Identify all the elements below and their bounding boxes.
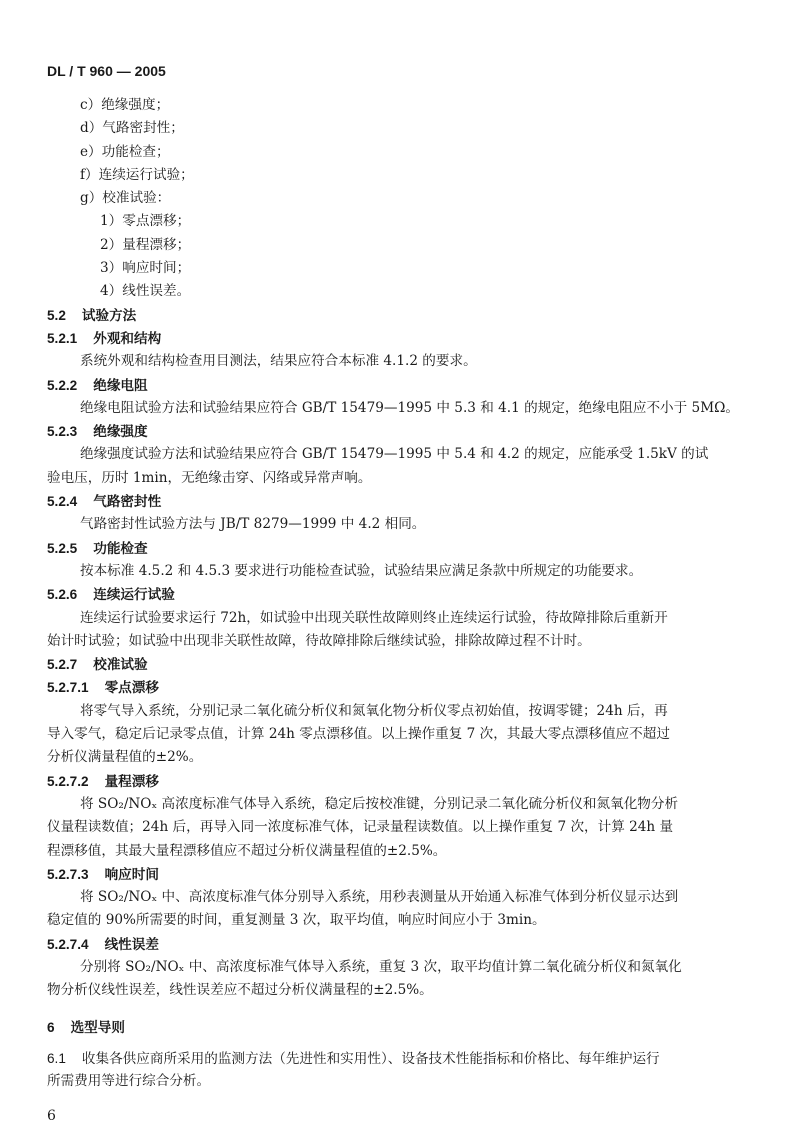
paragraph-line: 将零气导入系统，分别记录二氧化硫分析仪和氮氧化物分析仪零点初始值，按调零键；24h 后，再 bbox=[80, 702, 668, 719]
paragraph-line: 分析仪满量程值的±2%。 bbox=[47, 749, 203, 766]
section-number: 5.2.4 bbox=[47, 494, 78, 510]
document-code-header: DL / T 960 — 2005 bbox=[47, 63, 166, 79]
section-heading bbox=[47, 863, 763, 886]
section-number: 5.2.2 bbox=[47, 377, 78, 393]
list-item: f）连续运行试验； bbox=[80, 166, 194, 183]
paragraph-line: 气路密封性试验方法与 JB/T 8279—1999 中 4.2 相同。 bbox=[80, 516, 426, 533]
section-title: 绝缘强度 bbox=[93, 424, 148, 440]
paragraph-text: 收集各供应商所采用的监测方法（先进性和实用性）、设备技术性能指标和价格比、每年维护运行 bbox=[81, 1050, 660, 1067]
paragraph-line: 将 SO₂/NOₓ 中、高浓度标准气体分别导入系统，用秒表测量从开始通入标准气体到分析仪显示达到 bbox=[80, 889, 679, 906]
paragraph-line: 连续运行试验要求运行 72h，如试验中出现关联性故障则终止连续运行试验，待故障排除后重新开 bbox=[80, 609, 668, 626]
section-heading bbox=[47, 676, 763, 699]
document-body bbox=[47, 94, 763, 1093]
section-title: 线性误差 bbox=[104, 936, 159, 952]
section-heading bbox=[47, 537, 763, 560]
section-heading bbox=[47, 374, 763, 397]
paragraph-line: 程漂移值，其最大量程漂移值应不超过分析仪满量程值的±2.5%。 bbox=[47, 842, 447, 859]
section-number: 5.2.6 bbox=[47, 587, 78, 603]
section-heading bbox=[47, 1016, 763, 1039]
list-item: 2）量程漂移； bbox=[100, 236, 191, 253]
list-item: 4）线性误差。 bbox=[100, 283, 191, 300]
section-number: 5.2.7.2 bbox=[47, 773, 89, 789]
section-title: 零点漂移 bbox=[104, 680, 159, 696]
section-title: 绝缘电阻 bbox=[93, 377, 148, 393]
section-heading bbox=[47, 770, 763, 793]
section-number: 5.2 bbox=[47, 307, 66, 323]
section-title: 量程漂移 bbox=[104, 773, 159, 789]
paragraph-line: 验电压，历时 1min，无绝缘击穿、闪络或异常声响。 bbox=[47, 469, 372, 486]
section-title: 试验方法 bbox=[81, 307, 137, 323]
section-number: 5.2.1 bbox=[47, 330, 78, 346]
paragraph-line: 绝缘强度试验方法和试验结果应符合 GB/T 15479—1995 中 5.4 和 4.2 的规定，应能承受 1.5kV 的试 bbox=[80, 446, 709, 463]
section-heading bbox=[47, 304, 763, 327]
section-heading bbox=[47, 583, 763, 606]
section-title: 校准试验 bbox=[93, 657, 148, 673]
section-heading bbox=[47, 420, 763, 443]
paragraph-line: 将 SO₂/NOₓ 高浓度标准气体导入系统，稳定后按校准键，分别记录二氧化硫分析仪和氮氧化物分析 bbox=[80, 795, 679, 812]
section-number: 5.2.7.1 bbox=[47, 680, 89, 696]
paragraph-line: 导入零气，稳定后记录零点值，计算 24h 零点漂移值。以上操作重复 7 次，其最大零点漂移值应不超过 bbox=[47, 726, 670, 743]
paragraph-line: 物分析仪线性误差，线性误差应不超过分析仪满量程的±2.5%。 bbox=[47, 982, 433, 999]
section-title: 响应时间 bbox=[104, 866, 159, 882]
paragraph-line: 绝缘电阻试验方法和试验结果应符合 GB/T 15479—1995 中 5.3 和 4.1 的规定，绝缘电阻应不小于 5MΩ。 bbox=[80, 399, 739, 416]
paragraph-line: 仪量程读数值；24h 后，再导入同一浓度标准气体，记录量程读数值。以上操作重复 7 次，计算 24h 量 bbox=[47, 819, 674, 836]
list-item: c）绝缘强度； bbox=[80, 97, 170, 113]
paragraph-line: 按本标准 4.5.2 和 4.5.3 要求进行功能检查试验，试验结果应满足条款中所规定的功能要求。 bbox=[80, 562, 643, 579]
section-heading bbox=[47, 327, 763, 350]
section-heading bbox=[47, 490, 763, 513]
section-title: 选型导则 bbox=[70, 1019, 125, 1035]
section-number: 5.2.3 bbox=[47, 424, 78, 440]
paragraph-line: 系统外观和结构检查用目测法，结果应符合本标准 4.1.2 的要求。 bbox=[80, 353, 477, 370]
section-title: 外观和结构 bbox=[93, 330, 162, 346]
section-heading bbox=[47, 933, 763, 956]
list-item: g）校准试验： bbox=[80, 190, 171, 207]
section-number: 6.1 bbox=[47, 1050, 66, 1066]
paragraph-line: 所需费用等进行综合分析。 bbox=[47, 1073, 211, 1090]
list-item: 3）响应时间； bbox=[100, 260, 191, 277]
list-item: e）功能检查； bbox=[80, 143, 170, 160]
section-number: 5.2.7.3 bbox=[47, 866, 89, 882]
section-title: 功能检查 bbox=[93, 540, 148, 556]
section-number: 5.2.7 bbox=[47, 657, 78, 673]
paragraph-line: 分别将 SO₂/NOₓ 中、高浓度标准气体导入系统，重复 3 次，取平均值计算二氧化硫分析仪和氮氧化 bbox=[80, 958, 682, 975]
section-number: 6 bbox=[47, 1019, 55, 1035]
paragraph-line: 始计时试验；如试验中出现非关联性故障，待故障排除后继续试验，排除故障过程不计时。 bbox=[47, 632, 591, 649]
list-item: 1）零点漂移； bbox=[100, 213, 191, 230]
section-heading bbox=[47, 653, 763, 676]
list-item: d）气路密封性； bbox=[80, 120, 184, 137]
section-title: 连续运行试验 bbox=[93, 587, 175, 603]
page-number: 6 bbox=[47, 1108, 56, 1124]
section-title: 气路密封性 bbox=[93, 494, 162, 510]
paragraph-line: 稳定值的 90%所需要的时间，重复测量 3 次，取平均值，响应时间应小于 3min。 bbox=[47, 912, 546, 929]
section-number: 5.2.7.4 bbox=[47, 936, 89, 952]
section-number: 5.2.5 bbox=[47, 540, 78, 556]
numbered-paragraph bbox=[47, 1047, 763, 1070]
